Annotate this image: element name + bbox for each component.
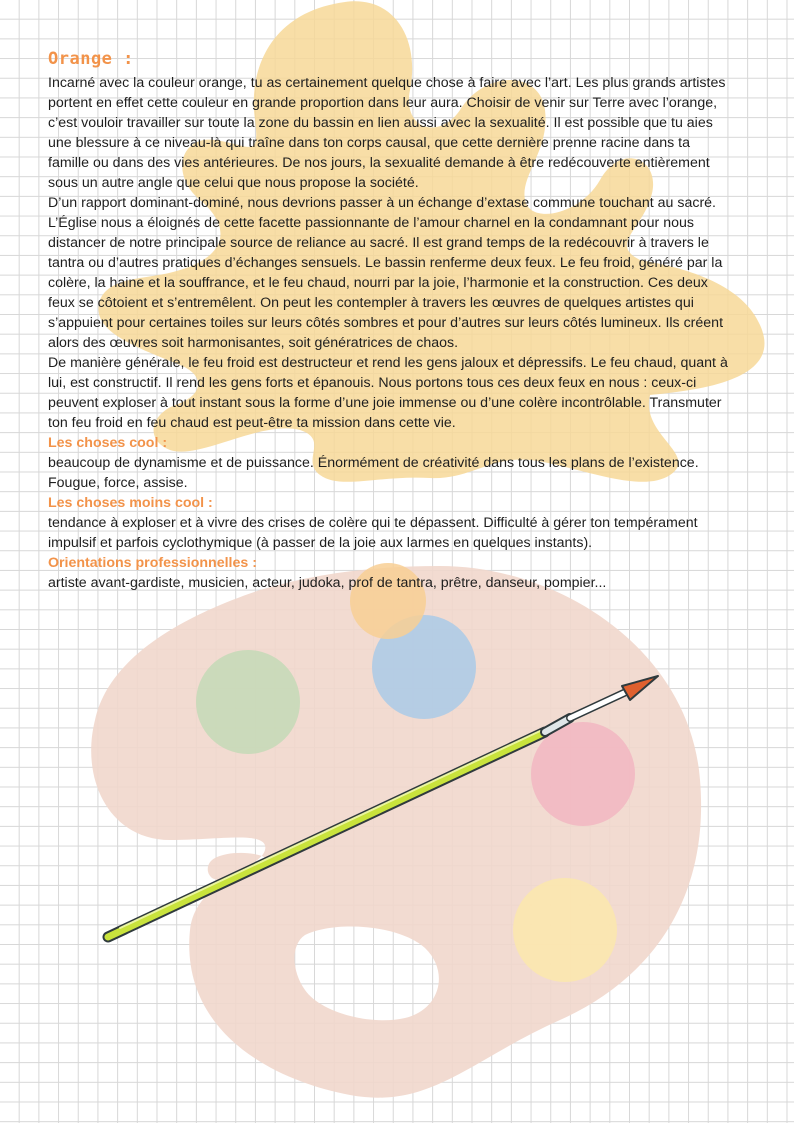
- pink-paint-dot: [531, 722, 635, 826]
- section-title: Orange :: [48, 49, 134, 69]
- main-content: [48, 48, 728, 593]
- intro-paragraph: Incarné avec la couleur orange, tu as certainement quelque chose à faire avec l’art. Les plus grands artistes portent en effet cette couleur en grande proportion dans leur aura. Choisir de venir sur Terre avec l’orange, c’est vouloir travailler sur toute la zone du bassin en lien aussi avec la sexualité. Il est possible que tu aies une blessure à ce niveau-là qui traîne dans ton corps causal, que cette dernière prenne racine dans ta famille ou dans des vies antérieures. De nos jours, la sexualité demande à être redécouverte entièrement sous un autre angle que celui que nous propose la société.: [48, 75, 726, 191]
- two-fires-paragraph: De manière générale, le feu froid est destructeur et rend les gens jaloux et dépressifs. Le feu chaud, quant à lui, est constructif. Il rend les gens forts et épanouis. Nous portons tous ces deux feux en nous : ceux-ci peuvent exploser à tout instant sous la forme d’une joie immense ou d’une colère incontrôlable. Transmuter ton feu froid en feu chaud est peut-être ta mission dans cette vie.: [48, 355, 728, 431]
- cool-text: beaucoup de dynamisme et de puissance. Énormément de créativité dans tous les plans de l’existence. Fougue, force, assise.: [48, 455, 699, 491]
- less-cool-text: tendance à exploser et à vivre des crises de colère qui te dépassent. Difficulté à gérer ton tempérament impulsif et parfois cyclothymique (à passer de la joie aux larmes en quelques instants).: [48, 515, 698, 551]
- yellow-paint-dot: [513, 878, 617, 982]
- cool-heading: Les choses cool :: [48, 435, 168, 451]
- careers-heading: Orientations professionnelles :: [48, 555, 257, 571]
- green-paint-dot: [196, 650, 300, 754]
- careers-text: artiste avant-gardiste, musicien, acteur, judoka, prof de tantra, prêtre, danseur, pompier...: [48, 575, 607, 591]
- sacred-paragraph: D’un rapport dominant-dominé, nous devrions passer à un échange d’extase commune touchant au sacré. L’Église nous a éloignés de cette facette passionnante de l’amour charnel en la condamnant pour nous distancer de notre principale source de reliance au sacré. Il est grand temps de la redécouvrir à travers le tantra ou d’autres pratiques d’échanges sensuels. Le bassin renferme deux feux. Le feu froid, généré par la colère, la haine et la souffrance, et le feu chaud, nourri par la joie, l’harmonie et la construction. Ces deux feux se côtoient et s’entremêlent. On peut les contempler à travers les œuvres de quelques artistes qui s’appuient pour certaines toiles sur leurs côtés sombres et pour d’autres sur leurs côtés lumineux. Ils créent alors des œuvres soit harmonisantes, soit génératrices de chaos.: [48, 195, 724, 351]
- less-cool-heading: Les choses moins cool :: [48, 495, 213, 511]
